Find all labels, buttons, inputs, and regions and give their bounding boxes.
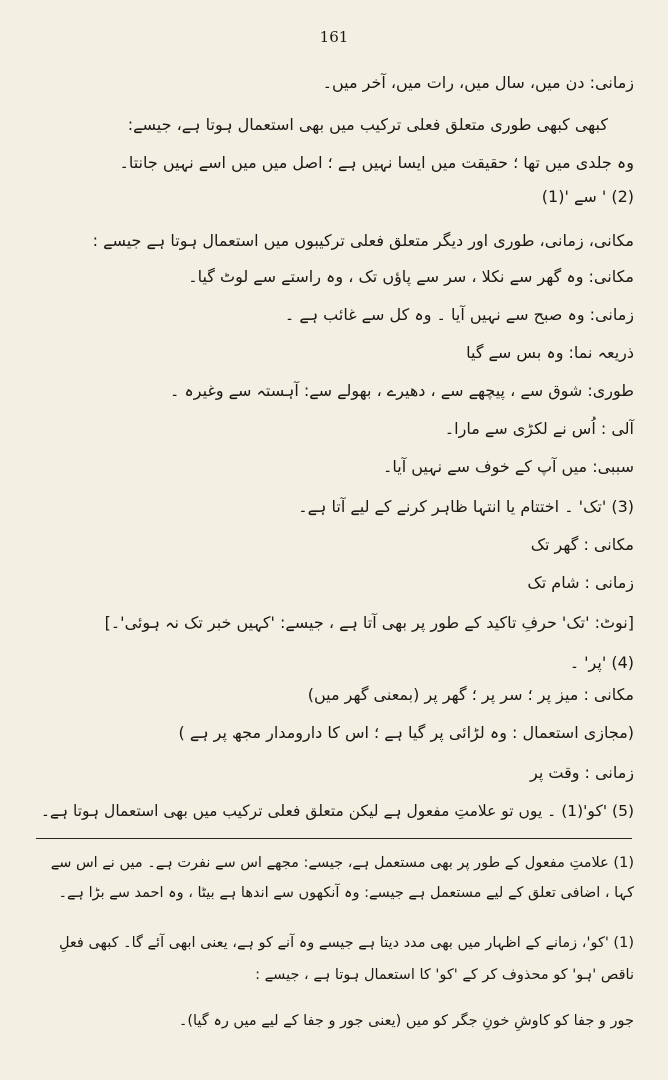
text-line: کبھی کبھی طوری متعلق فعلی ترکیب میں بھی استعمال ہوتا ہے، جیسے:: [127, 115, 608, 134]
section-heading: (2) ' سے '(1): [541, 187, 634, 206]
footnote-line: ناقص 'ہو' کو محذوف کر کے 'کو' کا استعمال ہوتا ہے ، جیسے :: [255, 967, 634, 983]
text-line: (مجازی استعمال : وہ لڑائی پر گیا ہے ؛ اس کا دارومدار مجھ پر ہے ): [178, 723, 634, 742]
text-line: مکانی : میز پر ؛ سر پر ؛ گھر پر (بمعنی گھر میں): [307, 685, 634, 704]
note-line: [نوٹ: 'تک' حرفِ تاکید کے طور پر بھی آتا ہے ، جیسے: 'کہیں خبر تک نہ ہوئی'۔]: [104, 613, 634, 632]
text-line: مکانی، زمانی، طوری اور دیگر متعلق فعلی ترکیبوں میں استعمال ہوتا ہے جیسے :: [92, 231, 634, 250]
text-line: وہ جلدی میں تھا ؛ حقیقت میں ایسا نہیں ہے ؛ اصل میں میں اسے نہیں جانتا۔: [119, 153, 634, 172]
text-line: زمانی: وہ صبح سے نہیں آیا ۔ وہ کل سے غائب ہے ۔: [284, 305, 634, 324]
text-line: ذریعہ نما: وہ بس سے گیا: [466, 343, 634, 362]
page-number: 161: [319, 28, 349, 46]
section-heading: (3) 'تک' ۔ اختتام یا انتہا ظاہر کرنے کے لیے آتا ہے۔: [298, 497, 634, 516]
footnote-line: (1) علامتِ مفعول کے طور پر بھی مستعمل ہے، جیسے: مجھے اس سے نفرت ہے۔ میں نے اس سے: [50, 855, 634, 871]
text-line: زمانی : شام تک: [527, 573, 634, 592]
text-line: مکانی: وہ گھر سے نکلا ، سر سے پاؤں تک ، وہ راستے سے لوٹ گیا۔: [188, 267, 634, 286]
text-line: زمانی : وقت پر: [530, 763, 634, 782]
section-heading: (5) 'کو'(1) ۔ یوں تو علامتِ مفعول ہے لیکن متعلق فعلی ترکیب میں بھی استعمال ہوتا ہے۔: [40, 802, 634, 820]
footnote-line: کہا ، اضافی تعلق کے لیے مستعمل ہے جیسے: وہ آنکھوں سے اندھا ہے بیٹا ، وہ احمد سے بڑا ہے۔: [58, 885, 634, 901]
text-line: مکانی : گھر تک: [530, 535, 634, 554]
text-line: آلی : اُس نے لکڑی سے مارا۔: [444, 419, 634, 438]
text-line: طوری: شوق سے ، پیچھے سے ، دھیرے ، بھولے سے: آہستہ سے وغیرہ ۔: [169, 381, 634, 400]
text-line: سببی: میں آپ کے خوف سے نہیں آیا۔: [383, 457, 634, 476]
text-line: زمانی: دن میں، سال میں، رات میں، آخر میں۔: [322, 73, 634, 92]
section-heading: (4) 'پر' ۔: [569, 653, 634, 672]
footnote-divider: [36, 838, 632, 839]
footnote-line: جور و جفا کو کاوشِ خونِ جگر کو میں (یعنی جور و جفا کے لیے میں رہ گیا)۔: [178, 1013, 634, 1029]
footnote-line: (1) 'کو'، زمانے کے اظہار میں بھی مدد دیتا ہے جیسے وہ آنے کو ہے، یعنی ابھی آئے گا۔ کبھی فعلِ: [58, 935, 634, 951]
